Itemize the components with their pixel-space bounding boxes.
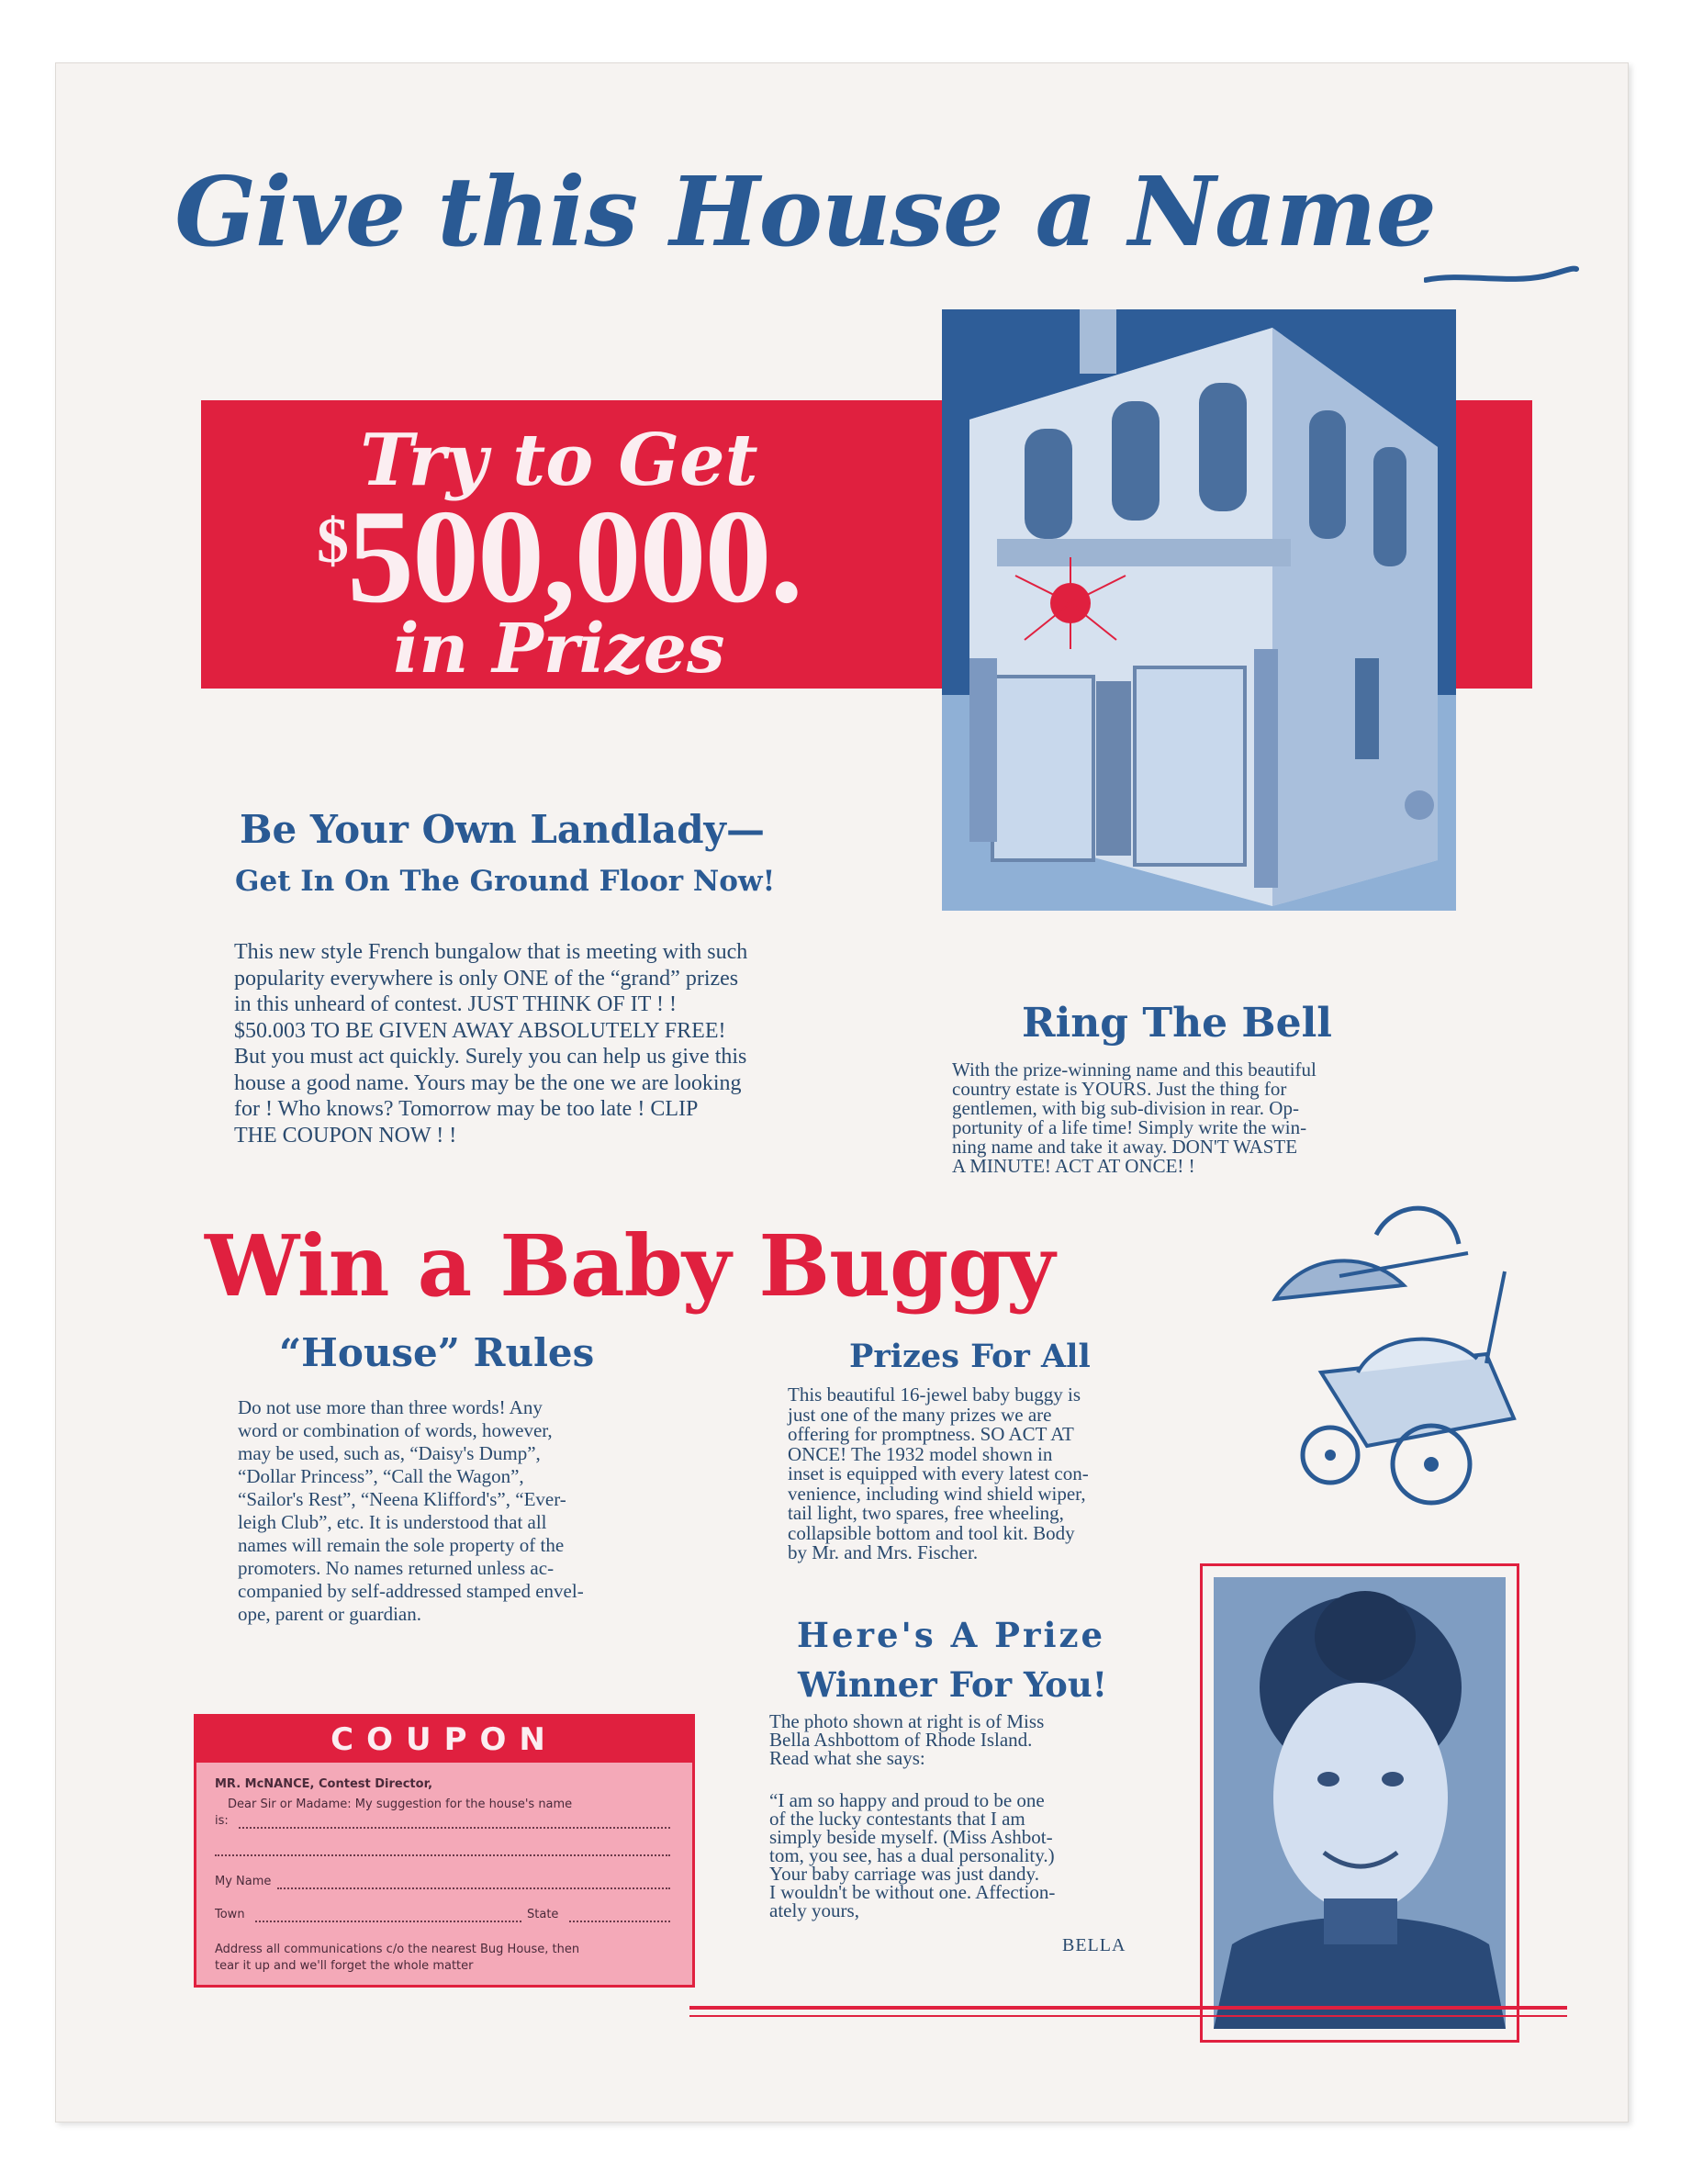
landlady-line: popularity everywhere is only ONE of the “grand” prizes xyxy=(234,966,739,991)
ring-bell-line: country estate is YOURS. Just the thing for xyxy=(952,1078,1287,1100)
prizes-line: offering for promptness. SO ACT AT xyxy=(788,1423,1074,1445)
winner-quote-line: I wouldn't be without one. Affection- xyxy=(769,1881,1056,1903)
rules-line: names will remain the sole property of the xyxy=(238,1534,565,1556)
prizes-line: tail light, two spares, free wheeling, xyxy=(788,1502,1064,1524)
landlady-line: THE COUPON NOW ! ! xyxy=(234,1123,457,1148)
prizes-line: This beautiful 16-jewel baby buggy is xyxy=(788,1383,1081,1406)
coupon-footer-line1: Address all communications c/o the nearest Bug House, then xyxy=(215,1943,580,1956)
winner-title: Here's A Prize xyxy=(797,1615,1106,1655)
landlady-line: This new style French bungalow that is meeting with such xyxy=(234,940,748,964)
ring-bell-line: ning name and take it away. DON'T WASTE xyxy=(952,1136,1298,1158)
house-drawing xyxy=(942,309,1456,911)
prizes-line: by Mr. and Mrs. Fischer. xyxy=(788,1541,979,1563)
winner-quote-line: tom, you see, has a dual personality.) xyxy=(769,1844,1055,1866)
landlady-body xyxy=(234,939,888,1148)
prize-amount-value: 500,000. xyxy=(347,482,801,631)
prize-in-prizes-text: in Prizes xyxy=(393,610,725,689)
coupon-addressee: MR. McNANCE, Contest Director, xyxy=(215,1777,433,1791)
winner-intro-line: The photo shown at right is of Miss xyxy=(769,1710,1045,1732)
coupon-is-label: is: xyxy=(215,1814,229,1828)
coupon-state-field[interactable] xyxy=(569,1921,670,1922)
winner-quote-line: ately yours, xyxy=(769,1899,859,1921)
coupon-name-label: My Name xyxy=(215,1875,272,1888)
ring-bell-body xyxy=(952,1060,1466,1176)
landlady-subtitle: Get In On The Ground Floor Now! xyxy=(235,865,776,898)
rules-line: “Dollar Princess”, “Call the Wagon”, xyxy=(238,1465,524,1487)
landlady-title: Be Your Own Landlady— xyxy=(240,807,765,852)
headline-swash xyxy=(1424,263,1580,287)
rules-line: leigh Club”, etc. It is understood that all xyxy=(238,1511,547,1533)
coupon-salutation: Dear Sir or Madame: My suggestion for the house's name xyxy=(228,1798,573,1811)
ring-bell-title: Ring The Bell xyxy=(1022,1000,1333,1047)
rules-line: Do not use more than three words! Any xyxy=(238,1396,543,1418)
baby-buggy-illustration xyxy=(1266,1198,1569,1510)
prizes-line: collapsible bottom and tool kit. Body xyxy=(788,1521,1075,1544)
winner-quote xyxy=(769,1791,1201,1920)
rules-line: promoters. No names returned unless ac- xyxy=(238,1557,555,1579)
magazine-page xyxy=(55,62,1629,2122)
winner-signature: BELLA xyxy=(1062,1935,1126,1955)
landlady-line: $50.003 TO BE GIVEN AWAY ABSOLUTELY FREE! xyxy=(234,1018,726,1043)
coupon-house-name-field-2[interactable] xyxy=(215,1854,670,1856)
coupon-title: COUPON xyxy=(196,1717,692,1763)
coupon-form[interactable] xyxy=(194,1714,695,1988)
rules-line: companied by self-addressed stamped envel- xyxy=(238,1580,584,1602)
winner-quote-line: “I am so happy and proud to be one xyxy=(769,1789,1045,1811)
winner-quote-line: of the lucky contestants that I am xyxy=(769,1808,1025,1830)
winner-intro xyxy=(769,1712,1201,1767)
prize-dollar-sign: $ xyxy=(317,506,347,577)
prizes-for-all-title: Prizes For All xyxy=(849,1338,1091,1375)
rules-line: “Sailor's Rest”, “Neena Klifford's”, “Ever- xyxy=(238,1488,566,1510)
landlady-line: house a good name. Yours may be the one we are looking xyxy=(234,1070,742,1095)
house-illustration xyxy=(942,309,1456,911)
prize-banner xyxy=(201,400,917,689)
headline: Give this House a Name xyxy=(174,155,1436,268)
landlady-line: for ! Who knows? Tomorrow may be too late ! CLIP xyxy=(234,1097,699,1121)
winner-subtitle: Winner For You! xyxy=(798,1664,1107,1705)
ring-bell-line: With the prize-winning name and this beautiful xyxy=(952,1058,1316,1081)
coupon-house-name-field[interactable] xyxy=(239,1827,670,1829)
house-rules-title: “House” Rules xyxy=(279,1330,595,1375)
winner-intro-line: Bella Ashbottom of Rhode Island. xyxy=(769,1729,1033,1751)
prizes-line: ONCE! The 1932 model shown in xyxy=(788,1442,1053,1465)
house-rules-body xyxy=(238,1396,697,1626)
bottom-rule xyxy=(689,2006,1567,2010)
coupon-town-field[interactable] xyxy=(255,1921,521,1922)
winner-quote-line: Your baby carriage was just dandy. xyxy=(769,1863,1039,1885)
ring-bell-line: A MINUTE! ACT AT ONCE! ! xyxy=(952,1155,1195,1177)
rules-line: ope, parent or guardian. xyxy=(238,1603,422,1625)
landlady-line: But you must act quickly. Surely you can help us give this xyxy=(234,1045,747,1069)
prizes-line: inset is equipped with every latest con- xyxy=(788,1462,1089,1484)
rules-line: word or combination of words, however, xyxy=(238,1419,553,1441)
prizes-line: just one of the many prizes we are xyxy=(788,1403,1052,1426)
rules-line: may be used, such as, “Daisy's Dump”, xyxy=(238,1442,541,1464)
winner-portrait xyxy=(1214,1577,1506,2029)
coupon-state-label: State xyxy=(527,1908,559,1921)
prize-try-text: Try to Get xyxy=(360,419,758,502)
landlady-line: in this unheard of contest. JUST THINK OF IT ! ! xyxy=(234,992,677,1016)
ring-bell-line: portunity of a life time! Simply write the win- xyxy=(952,1116,1307,1138)
bottom-rule-thin xyxy=(689,2015,1567,2017)
prizes-for-all-body xyxy=(788,1385,1247,1563)
winner-photo-frame xyxy=(1200,1563,1519,2043)
winner-intro-line: Read what she says: xyxy=(769,1747,925,1769)
buggy-headline: Win a Baby Buggy xyxy=(205,1216,1055,1316)
coupon-name-field[interactable] xyxy=(277,1887,670,1889)
coupon-footer-line2: tear it up and we'll forget the whole matter xyxy=(215,1959,474,1973)
coupon-town-label: Town xyxy=(215,1908,245,1921)
winner-quote-line: simply beside myself. (Miss Ashbot- xyxy=(769,1826,1053,1848)
ring-bell-line: gentlemen, with big sub-division in rear. Op- xyxy=(952,1097,1299,1119)
prizes-line: venience, including wind shield wiper, xyxy=(788,1482,1086,1505)
